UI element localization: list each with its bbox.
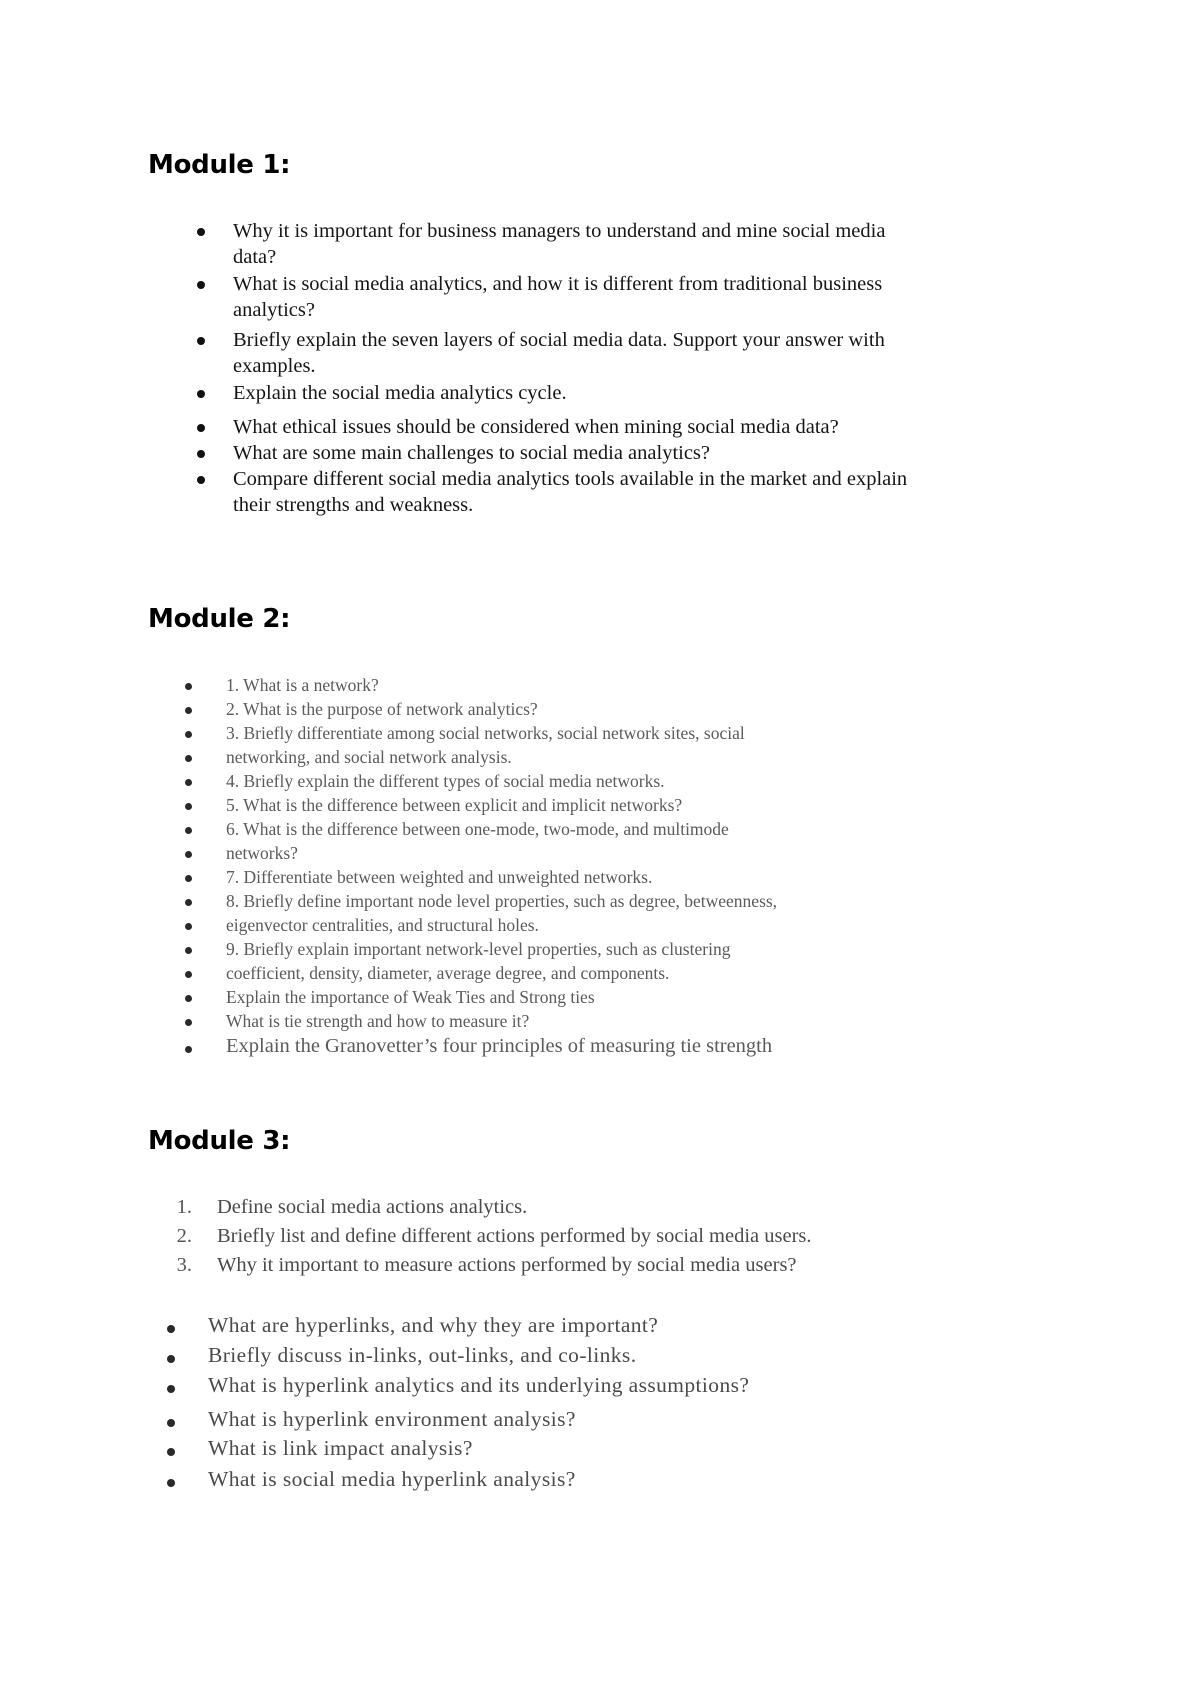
list-item-text: Compare different social media analytics tools available in the market and explain (233, 468, 908, 490)
bullet-icon (185, 947, 192, 954)
bullet-icon (185, 755, 192, 762)
list-item-text: What is hyperlink environment analysis? (208, 1407, 576, 1431)
bullet-icon (197, 228, 205, 236)
bullet-icon (167, 1385, 175, 1393)
bullet-icon (185, 779, 192, 786)
bullet-icon (185, 971, 192, 978)
list-item-text: Briefly explain the seven layers of social media data. Support your answer with (233, 329, 885, 351)
list-item-text: What ethical issues should be considered when mining social media data? (233, 416, 839, 438)
bullet-icon (167, 1479, 175, 1487)
bullet-icon (167, 1325, 175, 1333)
list-item-text: data? (233, 246, 277, 268)
bullet-icon (185, 707, 192, 714)
list-item-text: Why it important to measure actions performed by social media users? (217, 1254, 797, 1276)
list-item-text: Briefly list and define different actions performed by social media users. (217, 1225, 812, 1247)
bullet-icon (197, 281, 205, 289)
list-item-text: Define social media actions analytics. (217, 1196, 528, 1218)
bullet-icon (167, 1448, 175, 1456)
list-item-text: 7. Differentiate between weighted and unweighted networks. (226, 867, 653, 887)
list-item-text: 1. What is a network? (226, 675, 379, 695)
list-item-text: Explain the Granovetter’s four principles of measuring tie strength (226, 1035, 773, 1057)
list-item-text: Why it is important for business managers to understand and mine social media (233, 220, 886, 242)
bullet-icon (197, 476, 205, 484)
list-item-text: 3. Briefly differentiate among social networks, social network sites, social (226, 723, 745, 743)
list-item-text: coefficient, density, diameter, average degree, and components. (226, 963, 670, 983)
list-item-text: 5. What is the difference between explicit and implicit networks? (226, 795, 683, 815)
bullet-icon (185, 1019, 192, 1026)
bullet-icon (185, 875, 192, 882)
list-item-text: Explain the importance of Weak Ties and Strong ties (226, 987, 595, 1007)
module-3-heading: Module 3: (148, 1126, 291, 1156)
list-item-text: eigenvector centralities, and structural holes. (226, 915, 539, 935)
item-number: 1. (176, 1196, 192, 1218)
item-number: 2. (176, 1225, 192, 1247)
list-item-text: What is social media analytics, and how it is different from traditional business (233, 273, 883, 295)
list-item-text: 6. What is the difference between one-mode, two-mode, and multimode (226, 819, 729, 839)
list-item-text: What is link impact analysis? (208, 1436, 473, 1460)
bullet-icon (197, 337, 205, 345)
list-item-text: What is tie strength and how to measure it? (226, 1011, 530, 1031)
bullet-icon (167, 1355, 175, 1363)
module-1-heading: Module 1: (148, 150, 291, 180)
list-item-text: 2. What is the purpose of network analytics? (226, 699, 538, 719)
list-item-text: their strengths and weakness. (233, 494, 474, 516)
bullet-icon (185, 851, 192, 858)
list-item-text: What is hyperlink analytics and its underlying assumptions? (208, 1373, 750, 1397)
list-item-text: 8. Briefly define important node level properties, such as degree, betweenness, (226, 891, 778, 911)
bullet-icon (185, 803, 192, 810)
item-number: 3. (176, 1254, 192, 1276)
list-item-text: networks? (226, 843, 298, 863)
list-item-text: analytics? (233, 299, 315, 321)
list-item-text: Briefly discuss in-links, out-links, and co-links. (208, 1343, 637, 1367)
list-item-text: 4. Briefly explain the different types of social media networks. (226, 771, 665, 791)
bullet-icon (185, 923, 192, 930)
list-item-text: Explain the social media analytics cycle. (233, 382, 567, 404)
list-item-text: What are hyperlinks, and why they are important? (208, 1313, 659, 1337)
list-item-text: 9. Briefly explain important network-level properties, such as clustering (226, 939, 731, 959)
bullet-icon (197, 424, 205, 432)
bullet-icon (167, 1419, 175, 1427)
bullet-icon (185, 1046, 192, 1053)
bullet-icon (185, 731, 192, 738)
bullet-icon (197, 450, 205, 458)
bullet-icon (185, 827, 192, 834)
list-item-text: What is social media hyperlink analysis? (208, 1467, 576, 1491)
bullet-icon (185, 899, 192, 906)
list-item-text: networking, and social network analysis. (226, 747, 512, 767)
bullet-icon (197, 390, 205, 398)
bullet-icon (185, 683, 192, 690)
list-item-text: examples. (233, 355, 316, 377)
bullet-icon (185, 995, 192, 1002)
list-item-text: What are some main challenges to social media analytics? (233, 442, 711, 464)
module-2-heading: Module 2: (148, 604, 291, 634)
